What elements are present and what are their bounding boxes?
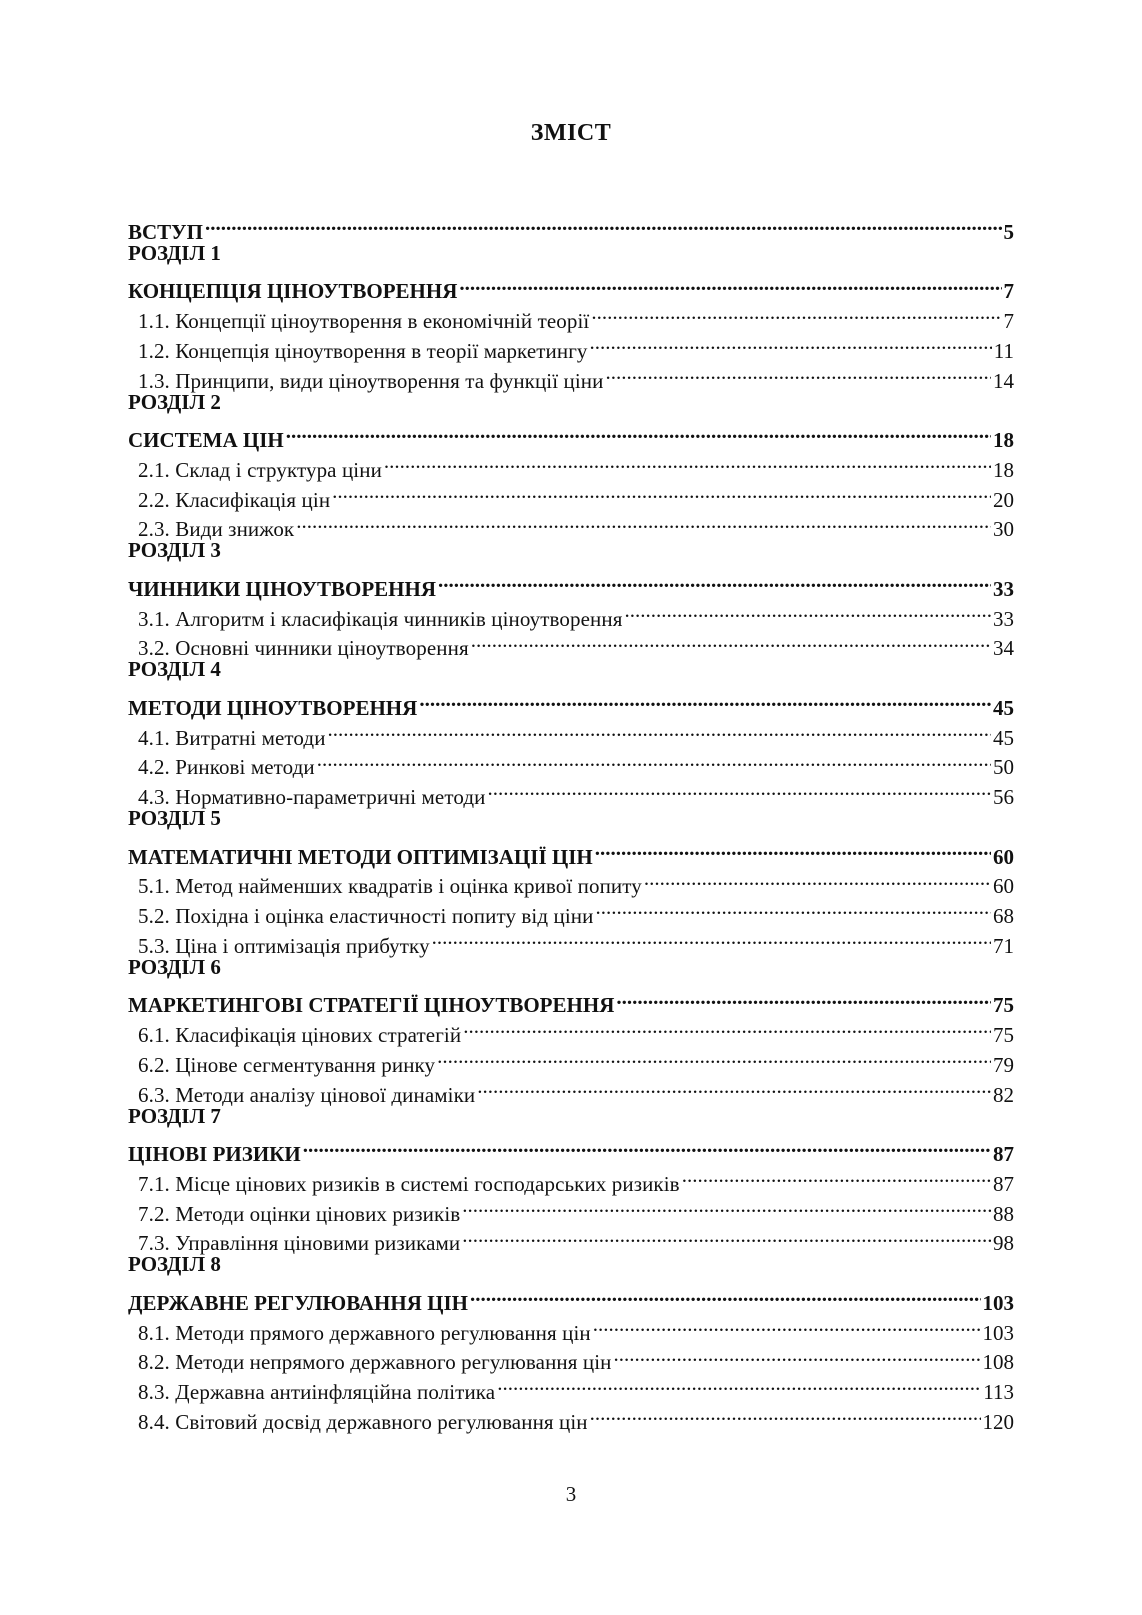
- toc-entry-title: 1.3. Принципи, види ціноутворення та функції ціни: [138, 368, 604, 393]
- page-title: ЗМІСТ: [530, 120, 612, 146]
- toc-page-number: 33: [993, 576, 1014, 601]
- toc-page-number: 45: [993, 725, 1014, 750]
- toc-page-number: 33: [993, 606, 1014, 631]
- toc-entry-title: СИСТЕМА ЦІН: [128, 428, 284, 452]
- toc-entry-title: 6.1. Класифікація цінових стратегій: [138, 1023, 462, 1047]
- toc-page-number: 103: [982, 1320, 1014, 1345]
- toc-page-number: 82: [993, 1082, 1014, 1107]
- toc-page-number: 108: [982, 1350, 1014, 1375]
- toc-page-number: 120: [982, 1409, 1014, 1434]
- toc-chapter[interactable]: [128, 685, 1014, 720]
- toc-page-number: 87: [993, 1171, 1014, 1196]
- toc-page-number: 103: [982, 1290, 1014, 1315]
- dot-leader: [590, 328, 992, 358]
- dot-leader: [463, 1012, 991, 1042]
- toc-page-number: 75: [993, 993, 1014, 1018]
- toc-heading[interactable]: [128, 209, 1014, 244]
- dot-leader: [477, 1072, 991, 1102]
- toc-page-number: 71: [993, 933, 1014, 958]
- toc-page-number: 11: [993, 338, 1014, 363]
- dot-leader: [593, 1310, 981, 1340]
- toc-entry-title: ЦІНОВІ РИЗИКИ: [128, 1142, 301, 1166]
- toc-entry-title: 3.1. Алгоритм і класифікація чинників ціноутворення: [138, 606, 623, 631]
- toc-page-number: 87: [993, 1142, 1014, 1166]
- toc-entry-title: 7.3. Управління ціновими ризиками: [138, 1231, 461, 1256]
- toc-page-number: 34: [993, 636, 1014, 661]
- table-of-contents: [128, 209, 1014, 1434]
- dot-leader: [487, 774, 991, 804]
- toc-chapter[interactable]: [128, 269, 1014, 304]
- toc-entry-title: ДЕРЖАВНЕ РЕГУЛЮВАННЯ ЦІН: [128, 1290, 468, 1315]
- toc-entry-title: 3.2. Основні чинники ціноутворення: [138, 636, 469, 661]
- toc-page-number: 60: [993, 874, 1014, 899]
- toc-entry-title: РОЗДІЛ 8: [128, 1252, 221, 1277]
- toc-entry-title: 8.2. Методи непрямого державного регулювання цін: [138, 1350, 612, 1375]
- toc-chapter[interactable]: [128, 417, 1014, 452]
- toc-chapter[interactable]: [128, 834, 1014, 869]
- toc-entry-title: 6.3. Методи аналізу цінової динаміки: [138, 1082, 476, 1107]
- dot-leader: [614, 1340, 981, 1370]
- toc-page-number: 14: [993, 368, 1014, 393]
- toc-entry-title: ЧИННИКИ ЦІНОУТВОРЕННЯ: [128, 576, 436, 601]
- toc-entry-title: РОЗДІЛ 2: [128, 389, 221, 414]
- dot-leader: [432, 923, 991, 953]
- dot-leader: [459, 269, 1001, 299]
- toc-entry-title: 2.3. Види знижок: [138, 517, 295, 542]
- toc-page-number: 7: [1003, 279, 1014, 304]
- toc-entry-title: 8.1. Методи прямого державного регулювання цін: [138, 1320, 591, 1345]
- dot-leader: [462, 1191, 991, 1221]
- toc-page-number: 60: [993, 844, 1014, 869]
- dot-leader: [303, 1131, 991, 1161]
- dot-leader: [470, 1280, 981, 1310]
- toc-entry-title: МЕТОДИ ЦІНОУТВОРЕННЯ: [128, 695, 418, 720]
- toc-entry-title: 5.2. Похідна і оцінка еластичності попиту від ціни: [138, 904, 594, 928]
- toc-entry-title: 1.2. Концепція ціноутворення в теорії маркетингу: [138, 338, 588, 363]
- toc-entry-title: 4.2. Ринкові методи: [138, 755, 315, 780]
- dot-leader: [590, 1399, 981, 1429]
- toc-entry-title: 7.1. Місце цінових ризиків в системі господарських ризиків: [138, 1171, 680, 1196]
- dot-leader: [605, 358, 991, 388]
- toc-page-number: 68: [993, 904, 1014, 928]
- toc-page-number: 98: [993, 1231, 1014, 1256]
- toc-entry-title: 5.1. Метод найменших квадратів і оцінка кривої попиту: [138, 874, 642, 899]
- toc-page-number: 75: [993, 1023, 1014, 1047]
- toc-page-number: 5: [1003, 219, 1014, 244]
- dot-leader: [438, 566, 991, 596]
- dot-leader: [644, 864, 991, 894]
- toc-entry-title: РОЗДІЛ 1: [128, 240, 221, 265]
- toc-entry-title: 4.3. Нормативно-параметричні методи: [138, 785, 486, 809]
- toc-entry-title: КОНЦЕПЦІЯ ЦІНОУТВОРЕННЯ: [128, 279, 458, 304]
- toc-entry-title: 2.1. Склад і структура ціни: [138, 457, 382, 482]
- toc-chapter[interactable]: [128, 1131, 1014, 1166]
- dot-leader: [328, 715, 991, 745]
- dot-leader: [384, 447, 991, 477]
- toc-entry-title: РОЗДІЛ 4: [128, 657, 221, 682]
- dot-leader: [595, 834, 991, 864]
- toc-entry-title: 4.1. Витратні методи: [138, 725, 326, 750]
- toc-page-number: 88: [993, 1201, 1014, 1226]
- dot-leader: [595, 893, 991, 923]
- toc-page-number: 56: [993, 785, 1014, 809]
- dot-leader: [332, 477, 991, 507]
- dot-leader: [437, 1042, 991, 1072]
- toc-entry-title: РОЗДІЛ 5: [128, 806, 221, 830]
- toc-entry-title: 1.1. Концепції ціноутворення в економічній теорії: [138, 309, 590, 333]
- dot-leader: [682, 1161, 991, 1191]
- dot-leader: [616, 983, 991, 1013]
- dot-leader: [296, 507, 991, 537]
- toc-entry-title: 8.3. Державна антиінфляційна політика: [138, 1380, 496, 1404]
- toc-entry-title: МАРКЕТИНГОВІ СТРАТЕГІЇ ЦІНОУТВОРЕННЯ: [128, 993, 615, 1018]
- toc-entry-title: 6.2. Цінове сегментування ринку: [138, 1052, 436, 1077]
- toc-entry-title: РОЗДІЛ 3: [128, 538, 221, 563]
- toc-page-number: 45: [993, 695, 1014, 720]
- toc-page-number: 50: [993, 755, 1014, 780]
- dot-leader: [317, 745, 991, 775]
- toc-entry-title: 8.4. Світовий досвід державного регулювання цін: [138, 1409, 588, 1434]
- toc-chapter[interactable]: [128, 566, 1014, 601]
- toc-page-number: 79: [993, 1052, 1014, 1077]
- dot-leader: [462, 1221, 991, 1251]
- toc-chapter[interactable]: [128, 1280, 1014, 1315]
- toc-chapter[interactable]: [128, 983, 1014, 1018]
- dot-leader: [591, 298, 1001, 328]
- dot-leader: [205, 209, 1002, 239]
- dot-leader: [497, 1369, 981, 1399]
- toc-page-number: 20: [993, 487, 1014, 512]
- toc-page-number: 30: [993, 517, 1014, 542]
- toc-page-number: 18: [993, 428, 1014, 452]
- toc-entry-title: 5.3. Ціна і оптимізація прибутку: [138, 933, 430, 958]
- toc-part-label[interactable]: [128, 239, 1014, 269]
- toc-page-number: 7: [1003, 309, 1014, 333]
- page-number: 3: [565, 1482, 577, 1506]
- toc-entry-title: РОЗДІЛ 7: [128, 1103, 221, 1128]
- dot-leader: [286, 417, 991, 447]
- toc-entry-title: ВСТУП: [128, 219, 203, 244]
- toc-entry-title: МАТЕМАТИЧНІ МЕТОДИ ОПТИМІЗАЦІЇ ЦІН: [128, 844, 593, 869]
- dot-leader: [471, 626, 991, 656]
- toc-entry-title: 7.2. Методи оцінки цінових ризиків: [138, 1201, 461, 1226]
- toc-entry-title: 2.2. Класифікація цін: [138, 487, 331, 512]
- dot-leader: [624, 596, 991, 626]
- toc-entry-title: РОЗДІЛ 6: [128, 954, 221, 979]
- toc-page-number: 113: [983, 1380, 1014, 1404]
- dot-leader: [419, 685, 991, 715]
- toc-page-number: 18: [993, 457, 1014, 482]
